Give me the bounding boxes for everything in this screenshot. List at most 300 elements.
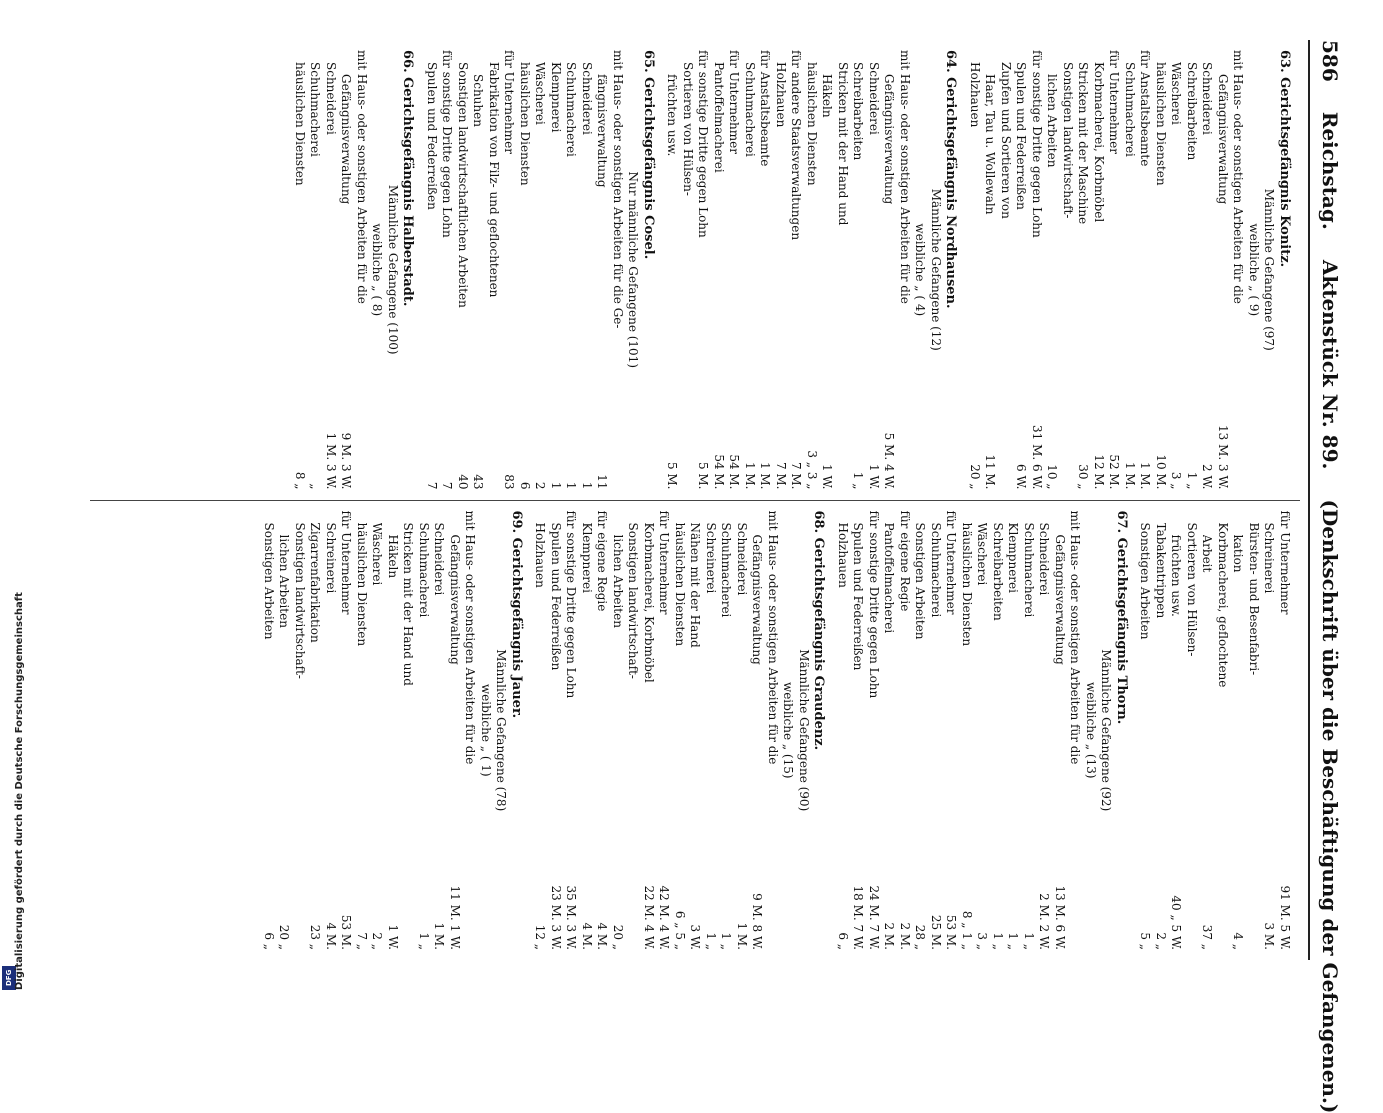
entry-line	[493, 511, 509, 951]
entry-line	[1137, 511, 1153, 951]
entry-text: Sonstigen landwirtschaft-	[626, 522, 641, 679]
dfg-logo: DFG	[2, 966, 16, 990]
entry-line	[718, 511, 734, 951]
section-title: 65. Gerichtsgefängnis Cosel.	[641, 50, 656, 260]
rotated-document	[60, 0, 1360, 1113]
entry-text: für andere Staatsverwaltungen	[789, 50, 804, 241]
prison-section	[424, 50, 657, 490]
entry-text: Männliche Gefangene (90)	[797, 649, 811, 812]
entry-line	[517, 50, 533, 490]
entry-text: Schneiderei	[735, 522, 749, 596]
entry-text: Haar, Tau u. Wollewaln	[983, 74, 998, 215]
entry-line	[866, 511, 882, 951]
entry-count: 11 M. 1 W.	[448, 885, 462, 950]
header-right: (Denkschrift über die Beschäftigung der Gefangenen.)	[1318, 499, 1342, 1113]
entry-line	[1246, 50, 1262, 490]
entry-line	[1036, 511, 1052, 951]
entry-line	[439, 50, 455, 490]
entry-count: 5 M.	[696, 461, 711, 490]
entry-count: 1 „	[991, 932, 1005, 950]
entry-count: 20 „	[277, 924, 292, 950]
entry-text: Holzhauen	[968, 62, 982, 128]
prison-section	[261, 511, 525, 951]
entry-text: Schuhmacherei	[929, 522, 943, 618]
entry-count: 1 M.	[1138, 461, 1153, 490]
entry-text: Holzhauen	[774, 62, 788, 128]
digitization-credit: Digitalisierung gefördert durch die Deutsche Forschungsgemeinschaft	[14, 592, 25, 990]
scanned-page	[60, 0, 1360, 1113]
entry-text: kation	[1231, 534, 1246, 573]
entry-count: 1 „	[719, 932, 734, 950]
entry-text: für Anstaltsbeamte	[1138, 50, 1153, 167]
entry-text: für Unternehmer	[1278, 510, 1292, 615]
entry-count: 43	[471, 474, 486, 490]
entry-count: 7 „	[355, 932, 369, 950]
entry-line	[1005, 511, 1021, 951]
entry-line	[307, 511, 323, 951]
entry-text: für Unternehmer	[944, 510, 959, 615]
entry-line	[385, 50, 401, 490]
entry-line	[1052, 511, 1068, 951]
page-number: 586	[1318, 40, 1342, 82]
entry-line	[819, 50, 835, 490]
entry-count: 13 M. 6 W.	[1053, 885, 1067, 950]
entry-line	[563, 511, 579, 951]
entry-line	[1215, 511, 1231, 951]
entry-count: 23 „	[308, 924, 323, 950]
entry-text: für sonstige Dritte gegen Lohn	[1030, 50, 1044, 238]
entry-text: Stricken mit der Hand und	[401, 522, 416, 686]
entry-text: Schneiderei	[1200, 62, 1215, 135]
entry-text: häuslichen Diensten	[960, 522, 974, 647]
entry-count: 4 „	[1231, 932, 1246, 950]
entry-count: 1 M.	[1123, 461, 1137, 490]
entry-line	[532, 511, 548, 951]
section-title: 67. Gerichtsgefängnis Thorn.	[1114, 510, 1129, 725]
entry-line	[695, 50, 711, 490]
entry-count: 24 M. 7 W.	[867, 885, 881, 950]
entry-text: Männliche Gefangene (12)	[929, 188, 943, 351]
entry-count: 3 „	[1169, 471, 1184, 490]
entry-text: Stricken mit der Maschine	[1076, 62, 1091, 225]
entry-text: Holzhauen	[533, 522, 548, 588]
entry-text: für sonstige Dritte gegen Lohn	[440, 50, 455, 238]
entry-text: Schuhmacherei	[308, 62, 323, 157]
entry-line	[1075, 50, 1091, 490]
entry-text: Gefängnisverwaltung	[448, 534, 462, 665]
entry-text: Korbmacherei, Korbmöbel	[1092, 62, 1106, 223]
entry-text: mit Haus- oder sonstigen Arbeiten für die	[898, 50, 912, 304]
entry-count: 54 M.	[727, 454, 742, 490]
entry-count: 1 „	[704, 932, 718, 950]
entry-count: 1 W.	[820, 464, 835, 490]
entry-text: Klempnerei	[580, 522, 594, 593]
entry-line	[532, 50, 548, 490]
entry-line	[1091, 50, 1107, 490]
entry-line	[369, 511, 385, 951]
prison-section	[967, 50, 1293, 490]
entry-count: 37 „	[1200, 924, 1215, 950]
entry-count: 23 M. 3 W.	[549, 885, 563, 950]
entry-text: Schneiderei	[432, 522, 447, 596]
entry-line	[912, 511, 928, 951]
entry-line	[656, 511, 672, 951]
section-title: 63. Gerichtsgefängnis Konitz.	[1277, 50, 1292, 268]
entry-count: 7	[425, 481, 439, 490]
entry-text: für Unternehmer	[502, 50, 517, 154]
entry-line	[470, 50, 486, 490]
entry-line	[548, 511, 564, 951]
page-header	[1312, 40, 1342, 1113]
entry-count: 10 „	[1045, 464, 1060, 490]
entry-text: für sonstige Dritte gegen Lohn	[867, 510, 881, 699]
entry-count: 28 „	[913, 924, 928, 950]
entry-text: Gefängnisverwaltung	[750, 534, 765, 665]
entry-count: 4 M.	[595, 922, 610, 950]
entry-text: früchten usw.	[1169, 534, 1184, 617]
entry-line	[307, 50, 323, 490]
entry-line	[959, 511, 975, 951]
entry-text: Sonstigen landwirtschaft-	[293, 522, 307, 679]
entry-line	[1184, 50, 1200, 490]
entry-text: Tabakentrippen	[1154, 522, 1168, 619]
entry-line	[1153, 511, 1169, 951]
entry-line	[1122, 50, 1138, 490]
entry-text: lichen Arbeiten	[1045, 74, 1060, 168]
entry-line	[385, 511, 401, 951]
entry-text: Nähen mit der Hand	[688, 522, 703, 648]
right-column	[90, 501, 1300, 961]
entry-count: 1 „	[851, 471, 866, 490]
section-title: 68. Gerichtsgefängnis Graudenz.	[811, 510, 827, 751]
entry-text: Zigarrenfabrikation	[308, 522, 323, 643]
entry-line	[1184, 511, 1200, 951]
entry-text: Schreinerei	[324, 522, 338, 594]
entry-line	[897, 511, 913, 951]
entry-text: Männliche Gefangene (100)	[386, 184, 400, 355]
header-left: Reichstag.	[1318, 111, 1342, 230]
entry-count: 1 W.	[867, 464, 881, 490]
entry-count: 31 M. 6 W.	[1030, 425, 1044, 490]
entry-count: 1	[549, 481, 563, 490]
entry-line	[1106, 50, 1122, 490]
entry-line	[967, 50, 983, 490]
entry-line	[462, 511, 478, 951]
entry-count: 2	[533, 481, 548, 490]
entry-count: 2 M.	[882, 922, 897, 950]
entry-text: weibliche „ (15)	[781, 681, 796, 779]
entry-count: 1 M.	[758, 461, 773, 490]
entry-count: 4 M.	[580, 922, 594, 950]
entry-line	[881, 50, 897, 490]
entry-text: Sonstigen Arbeiten	[262, 522, 276, 640]
entry-line	[548, 50, 564, 490]
entry-count: 12 „	[533, 924, 548, 950]
entry-line	[998, 50, 1014, 490]
entry-line	[672, 511, 688, 951]
entry-text: Gefängnisverwaltung	[1216, 74, 1230, 205]
entry-text: Männliche Gefangene (92)	[1099, 649, 1114, 812]
entry-text: häuslichen Diensten	[1154, 62, 1168, 186]
entry-line	[796, 511, 812, 951]
entry-line	[850, 50, 866, 490]
entry-line	[711, 50, 727, 490]
entry-text: Sortieren von Hülsen-	[1185, 522, 1199, 657]
entry-text: Schreibarbeiten	[1185, 62, 1199, 161]
entry-text: Schneiderei	[324, 62, 338, 135]
entry-count: 6 „ 5 „	[673, 910, 687, 950]
entry-line	[1230, 50, 1246, 490]
entry-text: häuslichen Diensten	[673, 522, 687, 647]
entry-line	[447, 511, 463, 951]
entry-count: 54 M.	[712, 454, 726, 490]
entry-line	[292, 50, 308, 490]
entry-line	[579, 511, 595, 951]
entry-text: weibliche „ ( 1)	[479, 683, 493, 777]
header-rule	[1308, 40, 1310, 960]
entry-count: 9 M. 8 W.	[750, 893, 765, 950]
entry-line	[1060, 50, 1076, 490]
entry-line	[982, 50, 998, 490]
entry-line	[780, 511, 796, 951]
entry-line	[866, 50, 882, 490]
entry-text: Schuhmacherei	[417, 522, 431, 618]
entry-line	[610, 50, 626, 490]
entry-count: 2 „	[1154, 932, 1168, 950]
entry-text: Häkeln	[386, 534, 400, 579]
entry-count: 83	[502, 474, 517, 490]
entry-text: Spulen und Federreißen	[425, 62, 439, 210]
entry-line	[354, 511, 370, 951]
entry-line	[703, 511, 719, 951]
left-column	[90, 40, 1300, 501]
entry-text: Pantoffelmacherei	[712, 62, 726, 173]
entry-count: 53 M.	[339, 914, 354, 950]
prison-section	[532, 511, 827, 951]
entry-text: Schuhmacherei	[743, 62, 757, 157]
entry-count: 25 M.	[929, 914, 943, 950]
entry-text: Schneiderei	[1037, 522, 1052, 596]
entry-line	[1168, 511, 1184, 951]
entry-count: 9 M. 3 W.	[339, 432, 354, 490]
entry-text: Schneiderei	[867, 62, 881, 135]
entry-line	[773, 50, 789, 490]
entry-line	[734, 511, 750, 951]
entry-line	[680, 50, 696, 490]
entry-line	[416, 511, 432, 951]
entry-line	[835, 511, 851, 951]
entry-line	[687, 511, 703, 951]
entry-line	[338, 511, 354, 951]
entry-text: Spulen und Federreißen	[1014, 62, 1029, 210]
entry-text: Fabrikation von Filz- und geflochtenen	[487, 62, 501, 298]
entry-text: für sonstige Dritte gegen Lohn	[696, 50, 711, 238]
entry-count: 2 „	[370, 932, 385, 950]
entry-text: weibliche „ (13)	[1084, 681, 1098, 779]
entry-count: 2 W.	[1200, 464, 1215, 490]
entry-text: Sortieren von Hülsen-	[681, 62, 695, 196]
entry-line	[323, 50, 339, 490]
entry-line	[726, 50, 742, 490]
entry-text: lichen Arbeiten	[611, 534, 625, 628]
entry-text: weibliche „ ( 4)	[913, 223, 928, 317]
entry-line	[579, 50, 595, 490]
entry-line	[261, 511, 277, 951]
entry-count: „	[308, 483, 323, 490]
entry-line	[990, 511, 1006, 951]
entry-count: 40	[456, 474, 470, 490]
entry-count: 1 M.	[735, 922, 749, 950]
entry-text: Sonstigen landwirtschaft-	[1061, 62, 1075, 219]
entry-text: Wäscherei	[370, 522, 385, 586]
entry-line	[1199, 50, 1215, 490]
entry-count: 20 „	[611, 924, 625, 950]
entry-count: 91 M. 5 W.	[1278, 885, 1292, 950]
entry-text: Wäscherei	[1169, 62, 1184, 125]
entry-count: 6	[518, 481, 532, 490]
entry-line	[850, 511, 866, 951]
entry-line	[594, 50, 610, 490]
entry-text: Schreibarbeiten	[991, 522, 1005, 621]
entry-line	[897, 50, 913, 490]
entry-text: für Unternehmer	[339, 510, 354, 615]
entry-line	[478, 511, 494, 951]
entry-count: 1 W.	[386, 924, 400, 950]
entry-count: 5 M. 4 W.	[882, 432, 897, 490]
entry-count: 2 M.	[898, 922, 912, 950]
entry-line	[1230, 511, 1246, 951]
entry-text: Gefängnisverwaltung	[1053, 534, 1067, 665]
entry-line	[1044, 50, 1060, 490]
entry-text: Stricken mit der Hand und	[836, 62, 850, 226]
entry-count: 1 M.	[743, 461, 757, 490]
section-title: 66. Gerichtsgefängnis Halberstadt.	[400, 50, 416, 307]
entry-count: 40 „ 5 W.	[1169, 895, 1184, 950]
entry-text: für eigene Regie	[595, 510, 610, 612]
entry-count: 3 „ 3 „	[805, 450, 819, 490]
entry-text: Wäscherei	[975, 522, 990, 586]
entry-text: Schuhmacherei	[1123, 62, 1137, 157]
entry-text: Pantoffelmacherei	[882, 522, 897, 634]
entry-count: 7 M.	[774, 461, 788, 490]
entry-count: 1 M.	[432, 922, 447, 950]
entry-text: Schuhmacherei	[564, 62, 579, 157]
entry-count: 1 „	[1185, 471, 1199, 490]
entry-text: weibliche „ ( 8)	[370, 223, 385, 317]
entry-text: Wäscherei	[533, 62, 548, 125]
entry-text: häuslichen Diensten	[805, 62, 819, 186]
entry-line	[974, 511, 990, 951]
entry-line	[757, 50, 773, 490]
entry-text: Bürsten- und Besenfabri-	[1247, 522, 1261, 676]
entry-line	[641, 511, 657, 951]
entry-text: mit Haus- oder sonstigen Arbeiten für die	[355, 50, 369, 304]
entry-line	[276, 511, 292, 951]
entry-line	[323, 511, 339, 951]
entry-text: Gefängnisverwaltung	[882, 74, 897, 205]
entry-text: Schuhmacherei	[719, 522, 734, 618]
entry-text: häuslichen Diensten	[518, 62, 532, 186]
section-title: 64. Gerichtsgefängnis Nordhausen.	[943, 50, 959, 309]
entry-count: 13 M. 3 W.	[1216, 425, 1230, 490]
entry-line	[1246, 511, 1262, 951]
entry-text: Schuhen	[471, 74, 486, 127]
entry-text: früchten usw.	[665, 74, 680, 157]
entry-count: 8 „ 1 „	[960, 910, 974, 950]
entry-count: 2 M. 2 W.	[1037, 893, 1052, 950]
entry-count: 3 „	[975, 932, 990, 950]
entry-line	[501, 50, 517, 490]
entry-text: mit Haus- oder sonstigen Arbeiten für die	[1231, 50, 1246, 304]
entry-line	[1199, 511, 1215, 951]
entry-line	[664, 50, 680, 490]
entry-line	[431, 511, 447, 951]
entry-line	[563, 50, 579, 490]
digitization-credit-strip	[0, 0, 25, 1000]
entry-text: mit Haus- oder sonstigen Arbeiten für die	[463, 510, 478, 765]
entry-text: Zupfen und Sortieren von	[999, 62, 1013, 219]
entry-text: Sonstigen landwirtschaftlichen Arbeiten	[456, 62, 470, 308]
entry-text: fängnisverwaltung	[595, 74, 610, 188]
entry-text: mit Haus- oder sonstigen Arbeiten für die Ge-	[611, 50, 625, 329]
entry-count: 1	[580, 481, 594, 490]
entry-count: 1	[564, 481, 579, 490]
entry-line	[1261, 50, 1277, 490]
entry-text: Gefängnisverwaltung	[339, 74, 354, 205]
entry-count: 8 „	[293, 471, 307, 490]
entry-count: 1 M. 3 W.	[324, 432, 338, 490]
entry-line	[943, 511, 959, 951]
entry-count: 3 W.	[688, 924, 703, 950]
entry-line	[610, 511, 626, 951]
entry-line	[835, 50, 851, 490]
entry-line	[1137, 50, 1153, 490]
entry-count: 5 „	[1138, 932, 1153, 950]
entry-count: 11	[595, 474, 610, 490]
entry-text: mit Haus- oder sonstigen Arbeiten für die	[1068, 510, 1083, 765]
entry-count: 1 „	[417, 932, 431, 950]
entry-line	[804, 50, 820, 490]
entry-text: für eigene Regie	[898, 510, 912, 612]
entry-count: 4 M.	[324, 922, 338, 950]
prison-section	[664, 50, 959, 490]
entry-count: 52 M.	[1107, 454, 1122, 490]
entry-line	[1153, 50, 1169, 490]
entry-count: 53 M.	[944, 914, 959, 950]
entry-line	[1021, 511, 1037, 951]
entry-line	[928, 511, 944, 951]
entry-line	[912, 50, 928, 490]
entry-line	[455, 50, 471, 490]
header-middle: Aktenstück Nr. 89.	[1318, 259, 1342, 470]
entry-line	[1083, 511, 1099, 951]
entry-line	[1215, 50, 1231, 490]
entry-count: 10 M.	[1154, 454, 1168, 490]
entry-line	[1261, 511, 1277, 951]
entry-text: für sonstige Dritte gegen Lohn	[564, 510, 579, 699]
entry-text: Männliche Gefangene (97)	[1262, 188, 1277, 351]
entry-count: 35 M. 3 W.	[564, 885, 579, 950]
entry-text: häuslichen Diensten	[355, 522, 369, 647]
entry-count: 18 M. 7 W.	[851, 885, 866, 950]
entry-text: Spulen und Federreißen	[851, 522, 866, 671]
entry-text: Klempnerei	[549, 62, 563, 133]
entry-line	[1029, 50, 1045, 490]
entry-text: Schreibarbeiten	[851, 62, 866, 161]
entry-text: weibliche „ ( 9)	[1247, 223, 1261, 317]
entry-text: für Unternehmer	[1107, 50, 1122, 154]
entry-text: Männliche Gefangene (78)	[494, 649, 509, 812]
